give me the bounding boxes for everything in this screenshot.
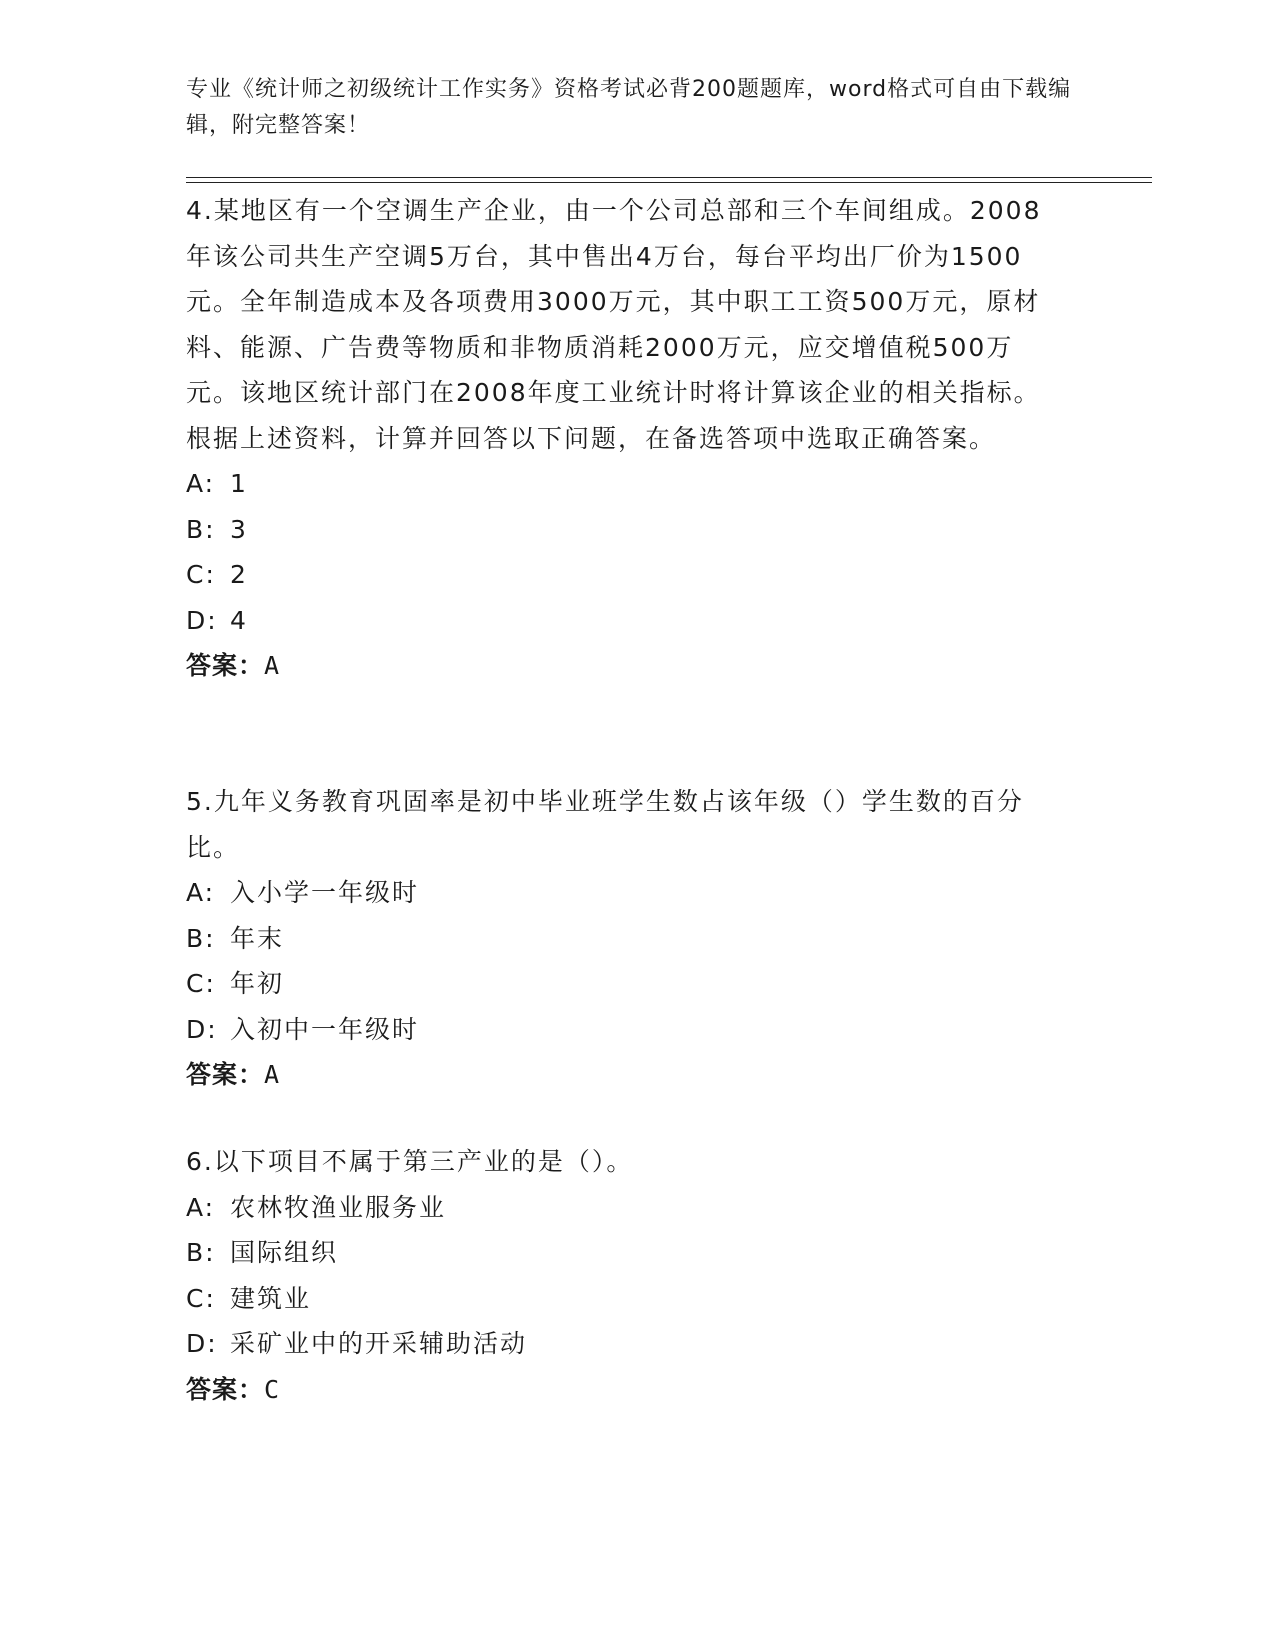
question-stem [186,188,1066,461]
option-b [186,507,1066,553]
option-text: 入初中一年级时 [230,1014,420,1044]
option-a [186,1185,1066,1231]
answer-label: 答案： [186,1374,265,1404]
option-c [186,552,1066,598]
question-number: 5. [186,787,214,816]
option-b [186,916,1066,962]
answer-value: A [264,1060,281,1089]
header-divider-top [186,177,1152,178]
answer-line [186,643,1066,689]
question-number: 6. [186,1147,214,1176]
option-key: C: [186,560,216,589]
option-text: 采矿业中的开采辅助活动 [230,1329,528,1358]
question-6 [186,1139,1066,1412]
question-5 [186,779,1066,1098]
option-a [186,870,1066,916]
option-text: 国际组织 [230,1238,339,1267]
answer-line [186,1052,1066,1098]
option-key: A: [186,878,216,907]
answer-line [186,1367,1066,1413]
option-d [186,598,1066,644]
option-key: D: [186,1329,218,1358]
option-text: 年初 [230,969,285,998]
answer-label: 答案： [186,651,265,680]
answer-label: 答案： [186,1060,265,1089]
option-b [186,1230,1066,1276]
option-d [186,1007,1066,1053]
option-key: A: [186,1192,216,1222]
option-d [186,1321,1066,1367]
option-text: 农林牧渔业服务业 [230,1192,447,1222]
question-4 [186,188,1066,689]
header-divider-bottom [186,182,1152,183]
option-key: B: [186,1238,216,1267]
option-text: 年末 [230,923,285,953]
option-text: 3 [230,514,248,544]
question-stem [186,779,1066,870]
answer-value: C [264,1374,281,1404]
question-text: 以下项目不属于第三产业的是（）。 [213,1147,634,1176]
answer-value: A [264,651,281,680]
option-text: 1 [230,469,248,498]
option-key: C: [186,969,216,998]
option-c [186,961,1066,1007]
option-text: 入小学一年级时 [230,878,420,907]
option-key: B: [186,923,216,953]
question-stem [186,1139,1066,1185]
question-text: 九年义务教育巩固率是初中毕业班学生数占该年级（）学生数的百分比。 [186,787,1024,862]
option-a [186,461,1066,507]
option-text: 建筑业 [230,1283,312,1313]
document-header: 专业《统计师之初级统计工作实务》资格考试必背200题题库，word格式可自由下载编辑，附完整答案！ [186,77,1072,138]
option-key: D: [186,1014,218,1044]
option-key: C: [186,1283,216,1313]
option-text: 4 [230,605,248,635]
option-key: B: [186,514,216,544]
option-key: D: [186,605,218,635]
question-text: 某地区有一个空调生产企业，由一个公司总部和三个车间组成。2008年该公司共生产空调5万台，其中售出4万台，每台平均出厂价为1500元。全年制造成本及各项费用3000万元，其中职工工资500万元，原材料、能源、广告费等物质和非物质消耗2000万元，应交增值税500万元。该地区统计部门在2008年度工业统计时将计算该企业的相关指标。根据上述资料，计算并回答以下问题，在备选答项中选取正确答案。 [186,196,1042,453]
option-text: 2 [230,560,248,589]
option-key: A: [186,469,216,498]
option-c [186,1276,1066,1322]
question-number: 4. [186,196,214,225]
